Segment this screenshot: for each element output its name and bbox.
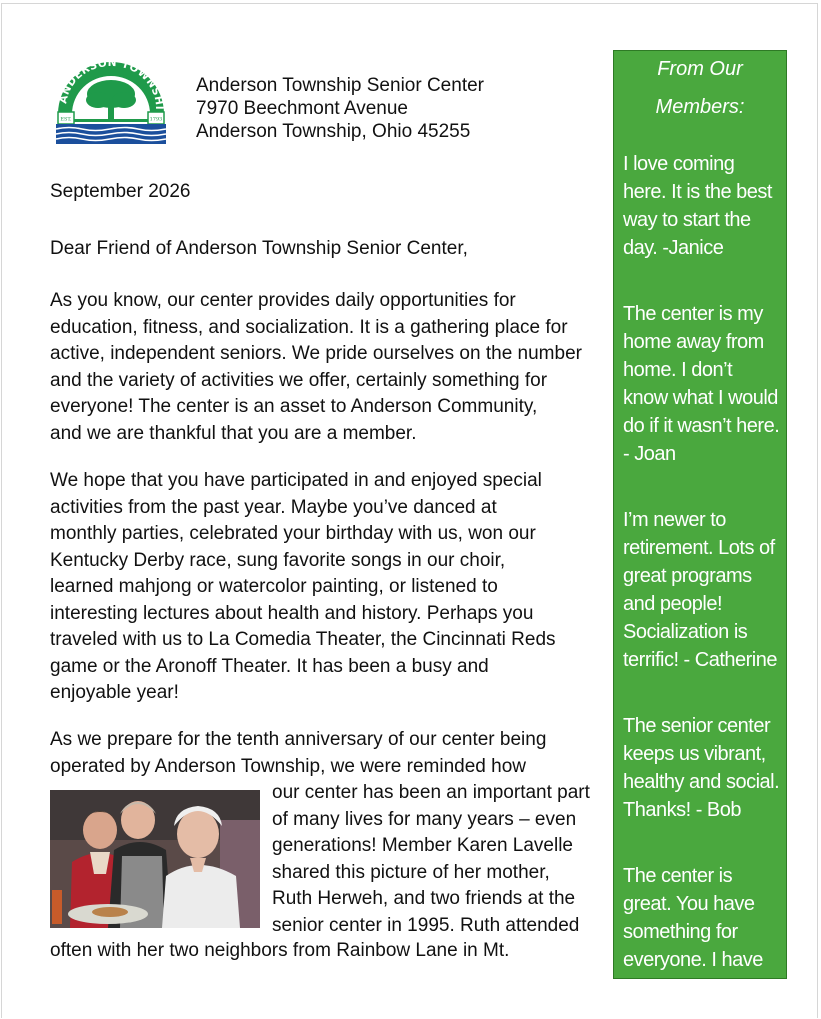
tree-logo-icon [54, 58, 168, 146]
sidebar-title [614, 50, 786, 126]
salutation: Dear Friend of Anderson Township Senior Center, [50, 238, 468, 259]
quote-line: The center is [623, 865, 733, 887]
member-quote [614, 300, 786, 468]
quote-line: home. I don’t [623, 359, 733, 381]
text-line: operated by Anderson Township, we were reminded how [50, 755, 526, 777]
quote-line: terrific! - Catherine [623, 649, 777, 671]
quote-line: Socialization is [623, 621, 748, 643]
quote-line: become a [623, 977, 707, 999]
quote-line: here. It is the best [623, 181, 772, 203]
member-quote [614, 862, 786, 1002]
text-line: education, fitness, and socialization. It is a gathering place for [50, 316, 568, 338]
quote-line: great programs [623, 565, 752, 587]
text-line: Ruth Herweh, and two friends at the [272, 888, 576, 909]
text-line: and we are thankful that you are a member. [50, 422, 417, 444]
quote-line: I love coming [623, 153, 735, 175]
text-line: and the variety of activities we offer, certainly something for [50, 369, 548, 391]
quote-line: day. -Janice [623, 237, 724, 259]
member-quote [614, 506, 786, 674]
sidebar-title-line: From Our [657, 58, 743, 80]
letter-date: September 2026 [50, 181, 191, 202]
address-line: 7970 Beechmont Avenue [196, 98, 408, 119]
text-line: often with her two neighbors from Rainbow Lane in Mt. [50, 940, 510, 961]
quote-line: home away from [623, 331, 764, 353]
member-quote [614, 712, 786, 824]
quote-line: - Joan [623, 443, 676, 465]
quote-line: something for [623, 921, 738, 943]
logo-est: EST. [60, 116, 72, 123]
quote-line: do if it wasn’t here. [623, 415, 780, 437]
paragraph-2 [50, 468, 556, 707]
text-line: interesting lectures about health and history. Perhaps you [50, 602, 534, 624]
text-line: As you know, our center provides daily opportunities for [50, 290, 516, 311]
text-line: everyone! The center is an asset to Anderson Community, [50, 396, 538, 417]
quote-line: know what I would [623, 387, 778, 409]
return-address [196, 74, 484, 143]
quote-line: Thanks! - Bob [623, 799, 742, 821]
member-quote [614, 150, 786, 262]
text-line: monthly parties, celebrated your birthday with us, won our [50, 523, 536, 544]
quote-line: way to start the [623, 209, 751, 231]
member-quotes-sidebar [613, 50, 787, 999]
quote-line: retirement. Lots of [623, 537, 775, 559]
logo-year: 1793 [149, 116, 163, 123]
quote-line: and people! [623, 593, 723, 615]
paragraph-3-top [50, 727, 546, 780]
text-line: We hope that you have participated in and enjoyed special [50, 470, 542, 491]
text-line: shared this picture of her mother, [272, 861, 550, 883]
quote-line: everyone. I have [623, 949, 763, 971]
text-line: our center has been an important part [272, 782, 590, 803]
text-line: activities from the past year. Maybe you’ve danced at [50, 496, 497, 518]
text-line: As we prepare for the tenth anniversary of our center being [50, 729, 547, 750]
address-line: Anderson Township, Ohio 45255 [196, 121, 471, 142]
text-line: generations! Member Karen Lavelle [272, 835, 574, 856]
text-line: learned mahjong or watercolor painting, or listened to [50, 576, 498, 597]
group-photo [50, 790, 260, 928]
quote-line: I’m newer to [623, 509, 726, 531]
quote-line: great. You have [623, 893, 755, 915]
text-line: game or the Aronoff Theater. It has been a busy and [50, 655, 489, 677]
text-line: senior center in 1995. Ruth attended [272, 914, 580, 936]
address-line: Anderson Township Senior Center [196, 75, 484, 96]
text-line: enjoyable year! [50, 682, 179, 703]
paragraph-3-wrap [272, 780, 590, 939]
quote-line: keeps us vibrant, [623, 743, 766, 765]
paragraph-3-bottom [50, 938, 509, 965]
paragraph-1 [50, 288, 582, 447]
quote-line: healthy and social. [623, 771, 780, 793]
quote-line: The senior center [623, 715, 771, 737]
quote-line: The center is my [623, 303, 763, 325]
sidebar-title-line: Members: [655, 96, 745, 118]
text-line: active, independent seniors. We pride ourselves on the number [50, 343, 582, 364]
logo-text: ANDERSON TOWNSHI [57, 58, 166, 111]
text-line: traveled with us to La Comedia Theater, the Cincinnati Reds [50, 629, 556, 650]
text-line: Kentucky Derby race, sung favorite songs in our choir, [50, 549, 506, 571]
text-line: of many lives for many years – even [272, 808, 577, 830]
